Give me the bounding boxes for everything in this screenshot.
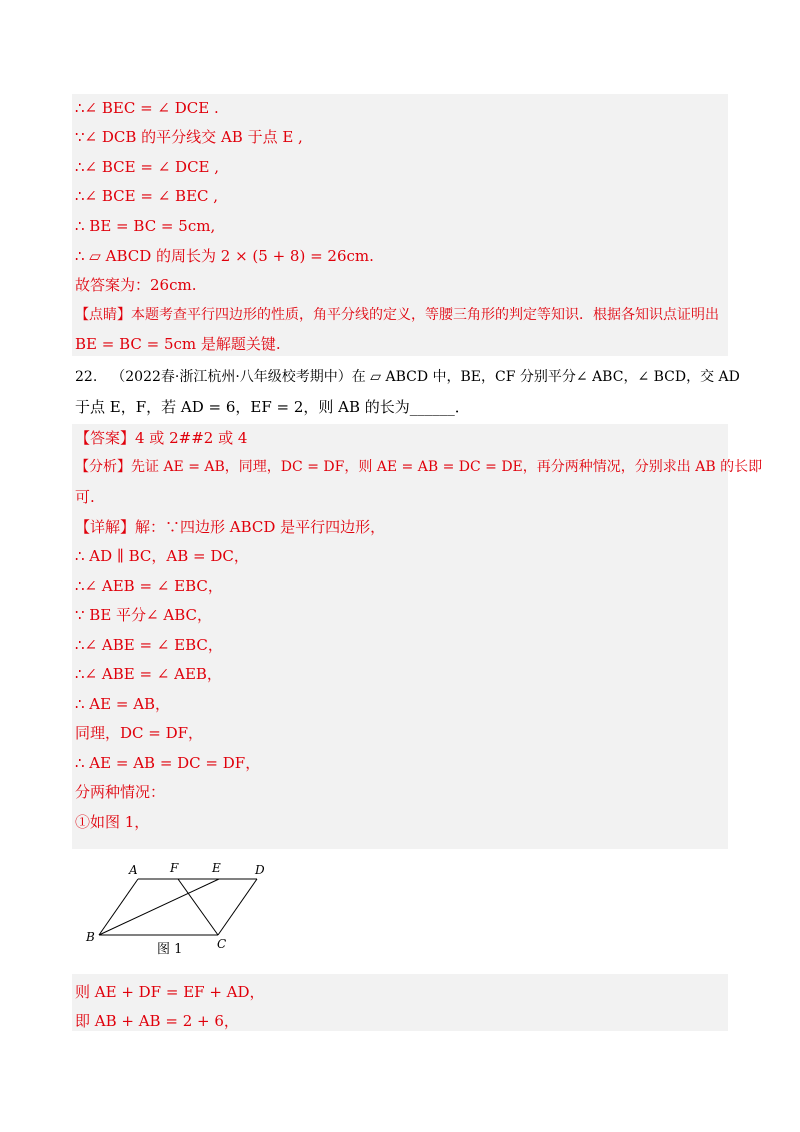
label-d: D xyxy=(255,863,265,877)
answer-line: 【答案】4 或 2##2 或 4 xyxy=(75,429,248,447)
parallelogram-diagram xyxy=(72,849,281,967)
text-line: ∴∠ BCE = ∠ DCE , xyxy=(75,158,220,176)
text-line: ∴∠ BCE = ∠ BEC , xyxy=(75,187,219,205)
text-line: ∴ ▱ ABCD 的周长为 2 × (5 + 8) = 26cm. xyxy=(75,247,374,265)
text-line: 【点睛】本题考查平行四边形的性质，角平分线的定义，等腰三角形的判定等知识．根据各知识点证明出 xyxy=(75,307,719,323)
text-line: BE = BC = 5cm 是解题关键. xyxy=(75,335,281,353)
detail-line: 即 AB + AB = 2 + 6， xyxy=(75,1012,239,1030)
solution-block-22-continued xyxy=(72,974,728,1031)
figure-caption: 图 1 xyxy=(157,942,183,957)
solution-block-21 xyxy=(72,94,728,356)
question-line-1: 22. （2022春·浙江杭州·八年级校考期中）在 ▱ ABCD 中，BE，CF 分别平分∠ ABC，∠ BCD，交 AD xyxy=(75,369,740,385)
detail-line: ∴∠ AEB = ∠ EBC， xyxy=(75,577,223,595)
solution-block-22 xyxy=(72,424,763,849)
analysis-line: 可. xyxy=(75,488,95,506)
label-b: B xyxy=(86,930,95,944)
text-line: ∴∠ BEC = ∠ DCE . xyxy=(75,99,219,117)
detail-line: ∴ AE = AB， xyxy=(75,695,171,713)
detail-line: 同理，DC = DF， xyxy=(75,724,204,742)
detail-line: ∵ BE 平分∠ ABC， xyxy=(75,606,212,624)
detail-line: 分两种情况： xyxy=(75,783,166,801)
text-line: ∴ BE = BC = 5cm, xyxy=(75,217,216,235)
detail-line: 【详解】解：∵四边形 ABCD 是平行四边形， xyxy=(75,518,386,536)
question-line-2: 于点 E，F，若 AD = 6，EF = 2，则 AB 的长为______． xyxy=(75,398,470,416)
detail-line: ∴ AE = AB = DC = DF， xyxy=(75,754,261,772)
detail-line: ∴∠ ABE = ∠ AEB， xyxy=(75,665,222,683)
detail-line: ∴ AD ∥ BC，AB = DC， xyxy=(75,547,249,565)
analysis-line: 【分析】先证 AE = AB，同理，DC = DF，则 AE = AB = DC = DE，再分两种情况，分别求出 AB 的长即 xyxy=(75,459,763,475)
detail-line: 则 AE + DF = EF + AD， xyxy=(75,983,265,1001)
label-c: C xyxy=(217,937,227,951)
detail-line: ∴∠ ABE = ∠ EBC， xyxy=(75,636,223,654)
text-line: ∵∠ DCB 的平分线交 AB 于点 E , xyxy=(75,128,303,146)
label-a: A xyxy=(129,863,138,877)
text-line: 故答案为：26cm. xyxy=(75,276,197,294)
label-f: F xyxy=(170,861,179,875)
label-e: E xyxy=(212,861,221,875)
detail-line: ①如图 1， xyxy=(75,813,150,831)
figure-1 xyxy=(72,849,281,967)
